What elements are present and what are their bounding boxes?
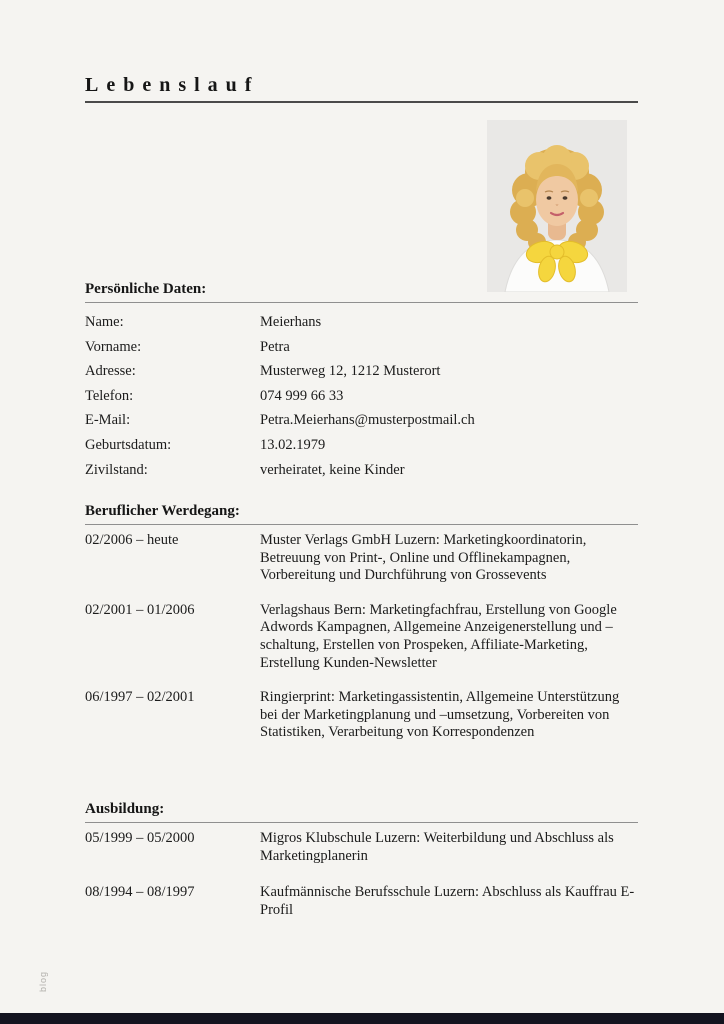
- entry-period: 02/2006 – heute: [85, 532, 179, 548]
- entry-period: 06/1997 – 02/2001: [85, 689, 195, 706]
- field-row-geburtsdatum: [85, 433, 638, 458]
- personal-data-heading: Persönliche Daten:: [85, 281, 638, 303]
- entry-period: 02/2001 – 01/2006: [85, 601, 195, 618]
- entry-period: 08/1994 – 08/1997: [85, 884, 195, 901]
- field-value: 074 999 66 33: [260, 387, 344, 404]
- field-row-vorname: [85, 335, 638, 360]
- title-divider: [85, 101, 638, 103]
- applicant-photo: [487, 120, 627, 292]
- field-row-adresse: [85, 359, 638, 384]
- entry-description: Ringierprint: Marketingassistentin, Allgemeine Unterstützung bei der Marketingplanung und –umsetzung, Vorbereiten von Statistiken, Verarbeitung von Korrespondenzen: [260, 689, 620, 741]
- watermark-text: blog: [38, 970, 48, 992]
- field-value: Petra: [260, 338, 290, 355]
- field-label: Zivilstand:: [85, 461, 148, 478]
- field-label: Adresse:: [85, 363, 136, 380]
- career-heading: Beruflicher Werdegang:: [85, 503, 638, 525]
- field-label: Vorname:: [85, 338, 142, 355]
- page-title: Lebenslauf: [85, 74, 260, 96]
- field-label: Telefon:: [85, 387, 134, 404]
- field-label: E-Mail:: [85, 412, 131, 429]
- entry-description: Verlagshaus Bern: Marketingfachfrau, Erstellung von Google Adwords Kampagnen, Allgemeine Anzeigenerstellung und –schaltung, Erstellen von Prospeken, Affiliate-Marketing, Erstellung Kunden-Newsletter: [260, 601, 617, 671]
- field-value: verheiratet, keine Kinder: [260, 461, 405, 478]
- entry-description: Migros Klubschule Luzern: Weiterbildung und Abschluss als Marketingplanerin: [260, 830, 614, 864]
- field-row-email: [85, 408, 638, 433]
- career-entry: [85, 532, 638, 585]
- field-row-zivilstand: [85, 458, 638, 483]
- education-entry: [85, 884, 638, 919]
- field-value: Musterweg 12, 1212 Musterort: [260, 363, 441, 380]
- field-value: Meierhans: [260, 314, 322, 330]
- section-personal-data: [85, 281, 638, 482]
- field-label: Name:: [85, 314, 124, 330]
- entry-description: Kaufmännische Berufsschule Luzern: Abschluss als Kauffrau E-Profil: [260, 884, 635, 918]
- career-entry: [85, 602, 638, 672]
- field-value: 13.02.1979: [260, 436, 326, 453]
- education-heading: Ausbildung:: [85, 801, 638, 823]
- field-row-telefon: [85, 384, 638, 409]
- entry-period: 05/1999 – 05/2000: [85, 830, 195, 846]
- applicant-photo-image: [487, 120, 627, 292]
- education-entry: [85, 830, 638, 865]
- field-row-name: [85, 310, 638, 335]
- career-entry: [85, 689, 638, 742]
- footer-bar: [0, 1013, 724, 1024]
- section-career: [85, 503, 638, 759]
- field-value-email: Petra.Meierhans@musterpostmail.ch: [260, 412, 475, 429]
- field-label: Geburtsdatum:: [85, 436, 172, 453]
- entry-description: Muster Verlags GmbH Luzern: Marketingkoordinatorin, Betreuung von Print-, Online und Offlinekampagnen, Vorbereitung und Durchführung von Grossevents: [260, 532, 587, 584]
- section-education: [85, 801, 638, 938]
